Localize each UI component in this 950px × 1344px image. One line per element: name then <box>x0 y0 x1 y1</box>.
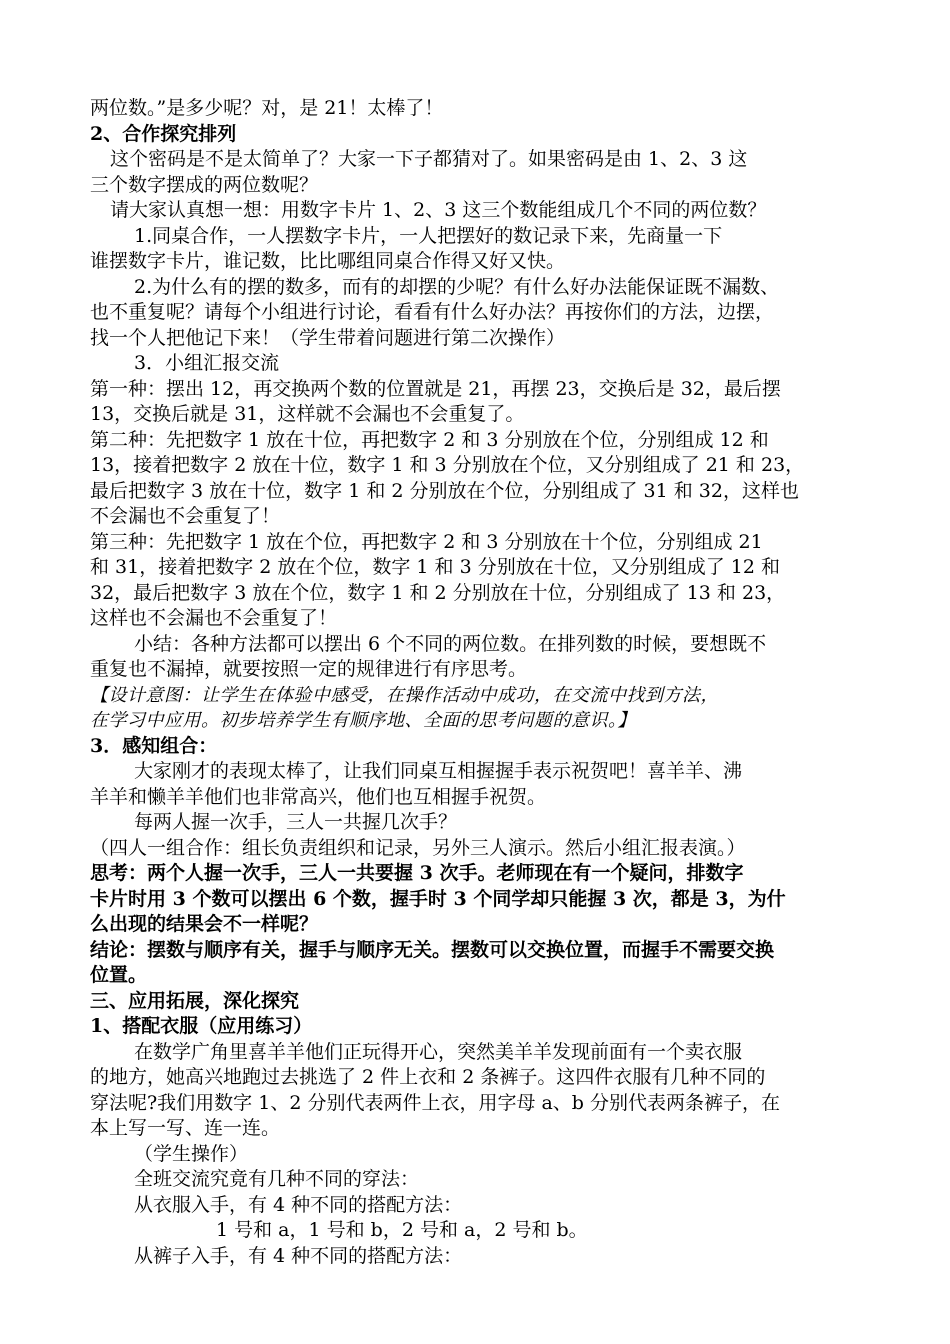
conclusion-line: 位置。 <box>90 964 148 986</box>
text-line: 从裤子入手，有 4 种不同的搭配方法： <box>134 1244 463 1267</box>
section-heading: 三、应用拓展，深化探究 <box>90 989 300 1012</box>
text-line: 两位数。”是多少呢？对，是 21！太棒了！ <box>90 97 444 119</box>
thinking-line: 卡片时用 3 个数可以摆出 6 个数，握手时 3 个同学却只能握 3 次，都是 3，为什 <box>90 887 786 910</box>
text-line: 13，交换后就是 31，这样就不会漏也不会重复了。 <box>90 403 525 425</box>
text-line: 请大家认真想一想：用数字卡片 1、2、3 这三个数能组成几个不同的两位数？ <box>110 199 767 221</box>
text-line: 2.为什么有的摆的数多，而有的却摆的少呢？有什么好办法能保证既不漏数、 <box>134 275 780 298</box>
text-line: 谁摆数字卡片，谁记数，比比哪组同桌合作得又好又快。 <box>90 250 566 272</box>
text-line: 13，接着把数字 2 放在十位，数字 1 和 3 分别放在个位，又分别组成了 21 和 23， <box>90 454 805 476</box>
text-line: 也不重复呢？请每个小组进行讨论，看看有什么好办法？再按你们的方法，边摆， <box>90 301 775 323</box>
text-line: 从衣服入手，有 4 种不同的搭配方法： <box>134 1193 463 1216</box>
document-page <box>90 96 880 1269</box>
text-line: 羊羊和懒羊羊他们也非常高兴，他们也互相握手祝贺。 <box>90 785 547 808</box>
text-line: 在数学广角里喜羊羊他们正玩得开心，突然美羊羊发现前面有一个卖衣服 <box>134 1040 743 1063</box>
text-line: 穿法呢?我们用数字 1、2 分别代表两件上衣，用字母 a、b 分别代表两条裤子，在 <box>90 1091 781 1114</box>
text-line: 第二种：先把数字 1 放在十位，再把数字 2 和 3 分别放在个位，分别组成 12 和 <box>90 428 769 451</box>
section-heading: 3．感知组合： <box>90 734 218 757</box>
text-line: 每两人握一次手，三人一共握几次手？ <box>134 811 458 833</box>
text-line: 最后把数字 3 放在十位，数字 1 和 2 分别放在个位，分别组成了 31 和 32，这样也 <box>90 479 799 502</box>
subheading: 3．小组汇报交流 <box>134 352 280 374</box>
text-line: 不会漏也不会重复了！ <box>90 505 281 527</box>
text-line: 找一个人把他记下来！（学生带着问题进行第二次操作） <box>90 326 566 349</box>
thinking-line: 思考：两个人握一次手，三人一共要握 3 次手。老师现在有一个疑问，排数字 <box>90 862 744 884</box>
text-line: 的地方，她高兴地跑过去挑选了 2 件上衣和 2 条裤子。这四件衣服有几种不同的 <box>90 1066 766 1088</box>
text-line: 32，最后把数字 3 放在个位，数字 1 和 2 分别放在十位，分别组成了 13 和 23， <box>90 581 786 604</box>
design-intent-line: 【设计意图：让学生在体验中感受，在操作活动中成功，在交流中找到方法， <box>90 684 719 706</box>
text-line: 和 31，接着把数字 2 放在个位，数字 1 和 3 分别放在十位，又分别组成了 12 和 <box>90 556 780 578</box>
text-line: 第一种：摆出 12，再交换两个数的位置就是 21，再摆 23，交换后是 32，最后摆 <box>90 377 781 400</box>
section-heading: 2、合作探究排列 <box>90 122 237 145</box>
summary-line: 重复也不漏掉，就要按照一定的规律进行有序思考。 <box>90 658 528 680</box>
text-line: （四人一组合作：组长负责组织和记录，另外三人演示。然后小组汇报表演。） <box>90 836 746 859</box>
text-line: 第三种：先把数字 1 放在个位，再把数字 2 和 3 分别放在十个位，分别组成 21 <box>90 530 763 553</box>
design-intent-line: 在学习中应用。初步培养学生有顺序地、全面的思考问题的意识。】 <box>90 710 636 731</box>
text-line: 本上写一写、连一连。 <box>90 1117 281 1139</box>
text-line: （学生操作） <box>134 1142 249 1165</box>
text-line: 这样也不会漏也不会重复了！ <box>90 607 338 629</box>
conclusion-line: 结论：摆数与顺序有关，握手与顺序无关。摆数可以交换位置，而握手不需要交换 <box>90 938 775 961</box>
text-line: 1.同桌合作，一人摆数字卡片，一人把摆好的数记录下来，先商量一下 <box>134 224 723 247</box>
text-line: 大家刚才的表现太棒了，让我们同桌互相握握手表示祝贺吧！喜羊羊、沸 <box>134 760 743 782</box>
text-line: 这个密码是不是太简单了？大家一下子都猜对了。如果密码是由 1、2、3 这 <box>110 148 748 170</box>
summary-line: 小结：各种方法都可以摆出 6 个不同的两位数。在排列数的时候，要想既不 <box>134 632 767 655</box>
section-heading: 1、搭配衣服（应用练习） <box>90 1015 313 1037</box>
thinking-line: 么出现的结果会不一样呢？ <box>90 913 319 935</box>
text-line: 全班交流究竟有几种不同的穿法： <box>134 1168 420 1190</box>
text-line: 三个数字摆成的两位数呢？ <box>90 173 319 196</box>
text-line: 1 号和 a，1 号和 b，2 号和 a，2 号和 b。 <box>216 1219 588 1241</box>
